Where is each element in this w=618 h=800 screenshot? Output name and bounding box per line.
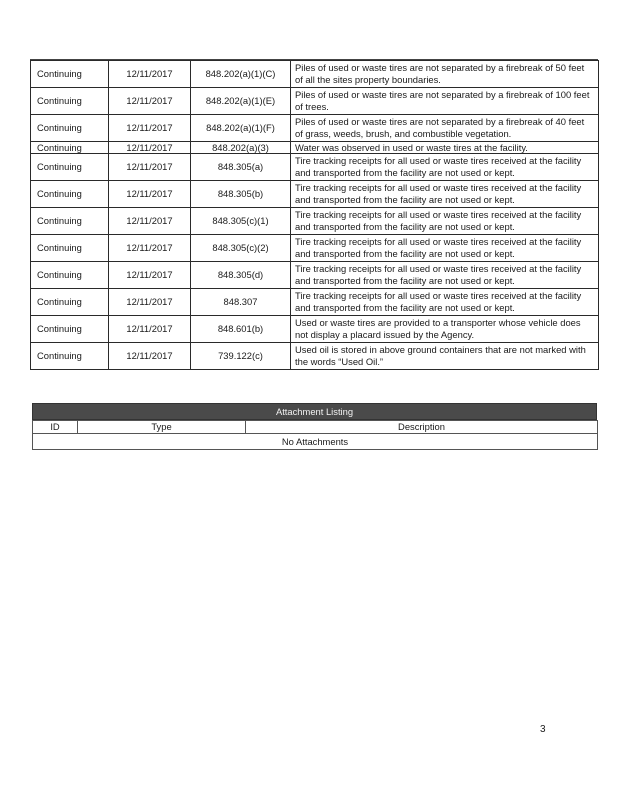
cell-description: Tire tracking receipts for all used or waste tires received at the facility and transported from the facility are not used or kept. (291, 262, 599, 289)
cell-date: 12/11/2017 (109, 61, 191, 88)
cell-code: 848.305(d) (191, 262, 291, 289)
table-row (31, 154, 599, 181)
table-row (31, 343, 599, 370)
cell-description: Tire tracking receipts for all used or waste tires received at the facility and transported from the facility are not used or kept. (291, 181, 599, 208)
cell-code: 848.202(a)(1)(C) (191, 61, 291, 88)
table-row (31, 61, 599, 88)
cell-status: Continuing (31, 154, 109, 181)
cell-status: Continuing (31, 316, 109, 343)
violations-table (30, 60, 599, 370)
cell-code: 848.202(a)(1)(E) (191, 88, 291, 115)
cell-date: 12/11/2017 (109, 235, 191, 262)
cell-status: Continuing (31, 343, 109, 370)
violations-body (31, 61, 599, 370)
cell-status: Continuing (31, 88, 109, 115)
cell-description: Tire tracking receipts for all used or waste tires received at the facility and transported from the facility are not used or kept. (291, 289, 599, 316)
table-row (31, 142, 599, 154)
table-row (31, 289, 599, 316)
cell-date: 12/11/2017 (109, 343, 191, 370)
cell-code: 739.122(c) (191, 343, 291, 370)
cell-status: Continuing (31, 115, 109, 142)
cell-date: 12/11/2017 (109, 316, 191, 343)
cell-description: Water was observed in used or waste tires at the facility. (291, 142, 599, 154)
cell-date: 12/11/2017 (109, 115, 191, 142)
cell-status: Continuing (31, 289, 109, 316)
cell-status: Continuing (31, 208, 109, 235)
cell-description: Tire tracking receipts for all used or waste tires received at the facility and transported from the facility are not used or kept. (291, 208, 599, 235)
cell-code: 848.305(b) (191, 181, 291, 208)
column-header-type: Type (78, 421, 246, 434)
attachment-empty-row (33, 434, 598, 450)
cell-description: Used oil is stored in above ground containers that are not marked with the words “Used Oil.” (291, 343, 599, 370)
cell-code: 848.307 (191, 289, 291, 316)
cell-status: Continuing (31, 181, 109, 208)
cell-status: Continuing (31, 61, 109, 88)
cell-date: 12/11/2017 (109, 154, 191, 181)
cell-date: 12/11/2017 (109, 181, 191, 208)
table-row (31, 316, 599, 343)
cell-code: 848.305(a) (191, 154, 291, 181)
attachment-listing (32, 403, 597, 450)
attachment-listing-title: Attachment Listing (32, 403, 597, 420)
cell-description: Piles of used or waste tires are not separated by a firebreak of 50 feet of all the sites property boundaries. (291, 61, 599, 88)
attachment-table (32, 420, 598, 450)
table-row (31, 262, 599, 289)
cell-description: Tire tracking receipts for all used or waste tires received at the facility and transported from the facility are not used or kept. (291, 235, 599, 262)
table-row (31, 235, 599, 262)
cell-code: 848.202(a)(1)(F) (191, 115, 291, 142)
cell-status: Continuing (31, 235, 109, 262)
cell-date: 12/11/2017 (109, 262, 191, 289)
cell-code: 848.601(b) (191, 316, 291, 343)
no-attachments-message: No Attachments (33, 434, 598, 450)
cell-description: Tire tracking receipts for all used or waste tires received at the facility and transported from the facility are not used or kept. (291, 154, 599, 181)
cell-description: Piles of used or waste tires are not separated by a firebreak of 40 feet of grass, weeds, brush, and combustible vegetation. (291, 115, 599, 142)
attachment-header-row (33, 421, 598, 434)
column-header-id: ID (33, 421, 78, 434)
cell-date: 12/11/2017 (109, 88, 191, 115)
cell-date: 12/11/2017 (109, 208, 191, 235)
cell-code: 848.202(a)(3) (191, 142, 291, 154)
cell-status: Continuing (31, 262, 109, 289)
cell-code: 848.305(c)(2) (191, 235, 291, 262)
page-number: 3 (540, 724, 546, 735)
cell-description: Used or waste tires are provided to a transporter whose vehicle does not display a placard issued by the Agency. (291, 316, 599, 343)
table-row (31, 181, 599, 208)
cell-date: 12/11/2017 (109, 142, 191, 154)
cell-code: 848.305(c)(1) (191, 208, 291, 235)
table-row (31, 88, 599, 115)
table-row (31, 115, 599, 142)
cell-date: 12/11/2017 (109, 289, 191, 316)
cell-status: Continuing (31, 142, 109, 154)
table-row (31, 208, 599, 235)
column-header-description: Description (246, 421, 598, 434)
cell-description: Piles of used or waste tires are not separated by a firebreak of 100 feet of trees. (291, 88, 599, 115)
